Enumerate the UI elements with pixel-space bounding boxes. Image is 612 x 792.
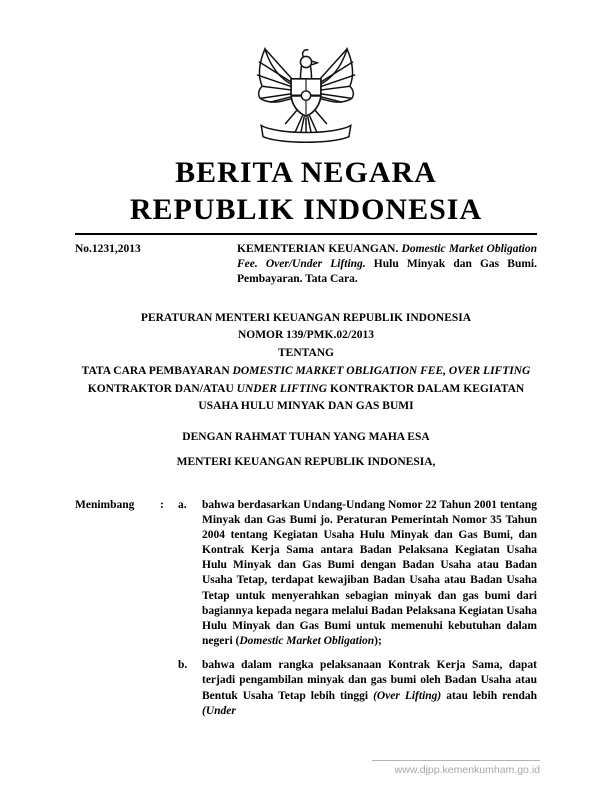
item-letter-b: b. — [178, 659, 188, 672]
minister-line: MENTERI KEUANGAN REPUBLIK INDONESIA, — [176, 456, 436, 469]
text-segment: atau lebih rendah — [441, 689, 538, 702]
text-segment: TATA CARA PEMBAYARAN — [81, 365, 233, 378]
subject-abstract — [237, 242, 537, 288]
text-segment: bahwa berdasarkan Undang-Undang Nomor 22 Tahun 2001 tentang Minyak dan Gas Bumi jo. Peraturan Pemerintah Nomor 35 Tahun 2004 tentang Kegiatan Usaha Hulu Minyak dan Gas Bumi, dan Kontrak Kerja Sama antara Badan Pelaksana Kegiatan Usaha Hulu Minyak dan Gas Bumi dengan Badan Usaha atau Badan Usaha Tetap, terdapat kewajiban Badan Usaha atau Badan Usaha Tetap untuk menyerahkan sebagian minyak dan gas bumi dari bagiannya kepada negara melalui Badan Pelaksana Kegiatan Usaha Hulu Minyak dan Gas Bumi untuk memenuhi kebutuhan dalam negeri ( — [202, 498, 537, 648]
text-segment: ); — [374, 635, 382, 648]
considering-item-a — [75, 498, 537, 650]
item-text-a — [202, 498, 537, 650]
gazette-title-line1: BERITA NEGARA — [175, 156, 437, 189]
footer-watermark — [372, 760, 540, 776]
considering-colon: : — [160, 498, 164, 511]
considering-label: Menimbang — [75, 498, 135, 511]
masthead-divider — [75, 233, 537, 235]
text-segment: bahwa dalam rangka pelaksanaan Kontrak Kerja Sama, dapat terjadi pengambilan minyak dan gas bumi oleh Badan Usaha atau Bentuk Usaha Tetap lebih tinggi — [202, 659, 537, 702]
text-segment: (Under — [202, 704, 236, 717]
text-segment: (Over Lifting) — [373, 689, 442, 702]
spacer — [160, 658, 178, 719]
gazette-title-line2: REPUBLIK INDONESIA — [129, 193, 483, 226]
item-letter-a: a. — [178, 498, 187, 511]
text-segment: KEMENTERIAN KEUANGAN. — [237, 243, 402, 255]
regulation-number-line: NOMOR 139/PMK.02/2013 — [237, 328, 375, 341]
edition-meta — [75, 242, 537, 288]
gazette-masthead — [0, 154, 612, 228]
regulation-title — [75, 363, 537, 415]
text-segment: UNDER LIFTING — [236, 382, 328, 395]
garuda-pancasila-emblem — [250, 34, 362, 146]
item-text-b — [202, 658, 537, 719]
edition-number: No.1231,2013 — [75, 243, 141, 255]
text-segment: Domestic Market Obligation — [239, 635, 375, 648]
considering-item-b — [75, 658, 537, 719]
text-segment: DOMESTIC MARKET OBLIGATION FEE, OVER LIFTING — [232, 365, 531, 378]
about-label: TENTANG — [277, 347, 335, 360]
regulation-heading-block — [75, 310, 537, 472]
considering-section — [75, 498, 537, 719]
spacer — [75, 658, 160, 719]
text-segment: KONTRAKTOR DALAM KEGIATAN USAHA HULU MINYAK DAN GAS BUMI — [198, 382, 525, 412]
grace-line: DENGAN RAHMAT TUHAN YANG MAHA ESA — [182, 431, 430, 444]
regulation-institution-line: PERATURAN MENTERI KEUANGAN REPUBLIK INDONESIA — [140, 311, 472, 324]
watermark-url[interactable]: www.djpp.kemenkumham.go.id — [394, 764, 540, 776]
text-segment: Hulu Minyak dan Gas Bumi. Pembayaran. Tata Cara. — [237, 258, 537, 286]
text-segment: KONTRAKTOR DAN/ATAU — [87, 382, 237, 395]
text-segment: Domestic Market Obligation Fee. Over/Under Lifting. — [237, 243, 538, 271]
